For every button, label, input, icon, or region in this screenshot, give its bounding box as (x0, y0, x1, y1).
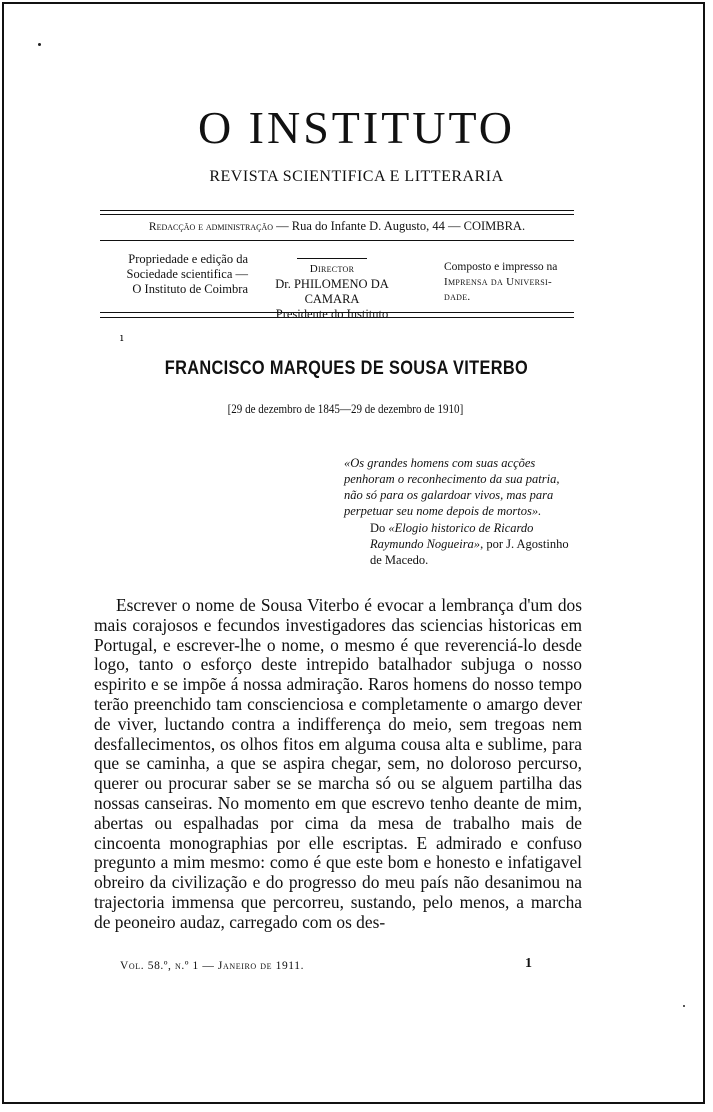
printer-line: dade. (444, 291, 471, 303)
address-text: — Rua do Infante D. Augusto, 44 — COIMBRA. (273, 219, 526, 233)
publisher-line: Propriedade e edição da (128, 252, 248, 266)
journal-subtitle: REVISTA SCIENTIFICA E LITTERARIA (209, 168, 504, 185)
volume-info: Vol. 58.º, n.º 1 — Janeiro de 1911. (120, 960, 305, 972)
header-rule-middle (100, 240, 574, 241)
attribution-suffix: , por J. Agostinho de Macedo. (370, 537, 569, 567)
publisher-line: O Instituto de Coimbra (132, 282, 248, 296)
header-rule-bottom (100, 312, 574, 313)
page-number: 1 (525, 956, 532, 971)
director-label: Director (309, 263, 355, 275)
address-line (100, 219, 574, 234)
journal-title: O INSTITUTO (197, 102, 516, 153)
body-paragraph: Escrever o nome de Sousa Viterbo é evocar a lembrança d'um dos mais corajosos e fecundos investigadores das sciencias historicas em Portugal, e escrever-lhe o nome, o mesmo é que reverenciá-lo desde logo, tanto o esforço deste intrepido batalhador subjuga o nosso espirito e se impõe á nossa admiração. Raros homens do nosso tempo terão preenchido tam conscienciosa e completamente o amargo dever de viver, luctando contra a indifferença do meio, sem tregoas nem desfallecimentos, os olhos fitos em alguma cousa alta e sublime, para que se caminha, a que se aspira chegar, sem, no doloroso percurso, querer ou procurar saber se se marcha só ou se alguem partilha das nossas canseiras. No momento em que escrevo tenho deante de mim, abertas ou espalhadas por cima da mesa de trabalho mais de cincoenta monographias por elle escriptas. E admirado e confuso pregunto a mim mesmo: como é que este bom e honesto e infatigavel obreiro da civilização e do progresso do meu país não desanimou na trajectoria immensa que percorreu, sustando, pelo menos, a marcha de peoneiro audaz, carregado com os des- (94, 595, 582, 932)
director-name: Dr. PHILOMENO DA CAMARA (275, 277, 389, 306)
print-speck (683, 1005, 685, 1007)
attribution-work: «Elogio historico de Ricardo Raymundo Nogueira» (370, 521, 534, 551)
body-text (94, 596, 582, 933)
print-mark: ı (120, 331, 124, 344)
header-rule-top-thin (100, 214, 574, 215)
publisher-info (98, 252, 248, 297)
header-rule-bottom-thin (100, 317, 574, 318)
printer-line: Composto e impresso na (444, 261, 558, 273)
publisher-line: Sociedade scientifica — (126, 267, 248, 281)
printer-line: Imprensa da Universi- (444, 276, 552, 288)
director-rule (297, 258, 367, 259)
header-rule-top (100, 210, 574, 211)
address-label: Redacção e administração (148, 221, 273, 233)
volume-footer (120, 957, 540, 973)
epigraph-attribution (370, 520, 582, 568)
printer-info (444, 260, 580, 305)
attribution-prefix: Do (370, 521, 389, 535)
epigraph-quote: «Os grandes homens com suas acções penhoram o reconhecimento da sua patria, não só para os galardoar vivos, mas para perpetuar seu nome depois de mortos». (344, 456, 560, 518)
article-title: FRANCISCO MARQUES DE SOUSA VITERBO (164, 358, 529, 379)
print-speck (38, 43, 41, 46)
article-dates: [29 de dezembro de 1845—29 de dezembro de 1910] (227, 401, 464, 416)
director-role: Presidente do Instituto (275, 307, 389, 321)
